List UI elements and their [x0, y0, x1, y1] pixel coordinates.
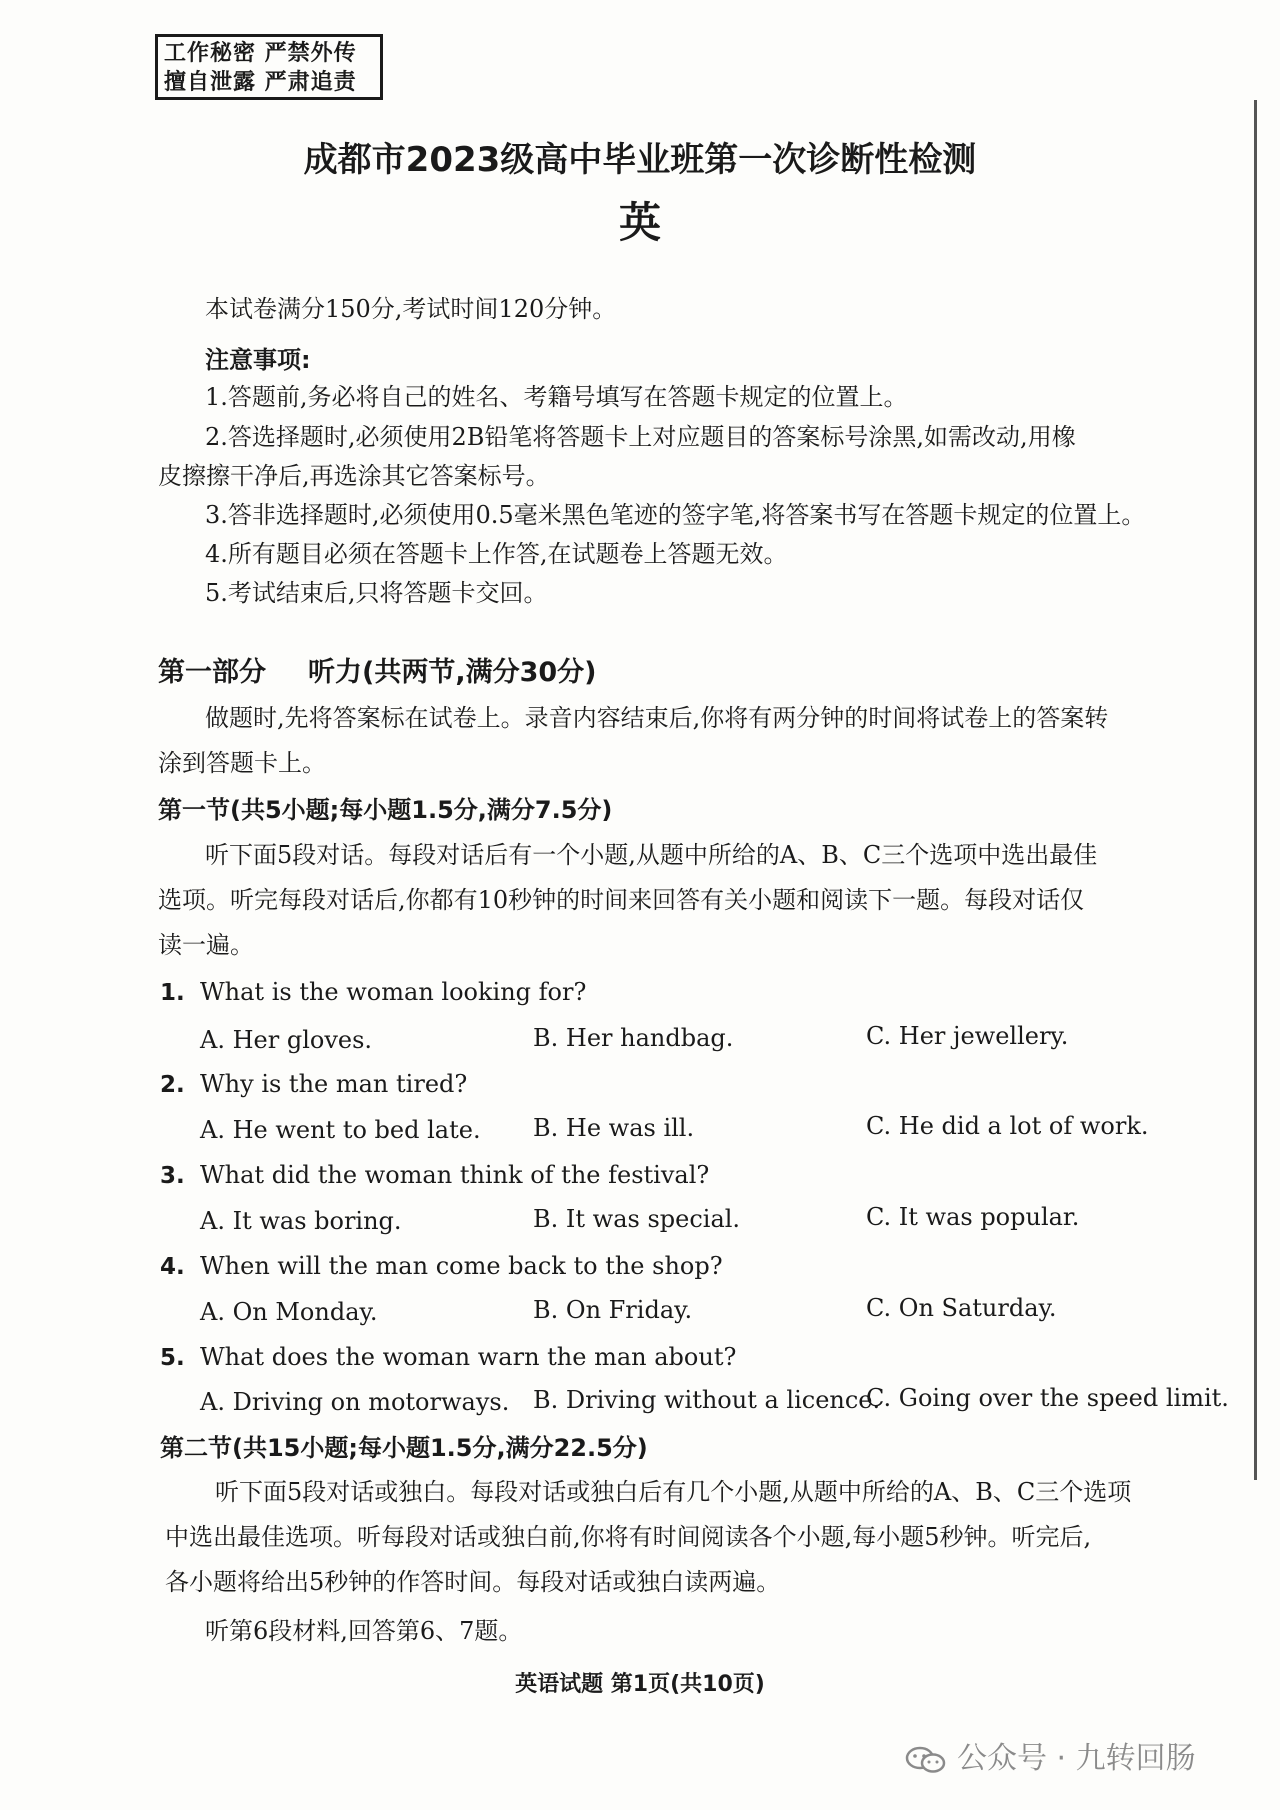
section2-instruction: 听下面5段对话或独白。每段对话或独白后有几个小题,从题中所给的A、B、C三个选项: [215, 1478, 1132, 1506]
question-number: 2.: [160, 1072, 185, 1098]
option-b: B. Driving without a licence.: [533, 1386, 881, 1414]
question-number: 1.: [160, 980, 185, 1006]
note-item: 皮擦擦干净后,再选涂其它答案标号。: [158, 462, 550, 490]
exam-title: 成都市2023级高中毕业班第一次诊断性检测: [303, 140, 977, 180]
question-number: 5.: [160, 1345, 185, 1371]
option-c: C. Going over the speed limit.: [866, 1384, 1229, 1412]
note-item: 3.答非选择题时,必须使用0.5毫米黑色笔迹的签字笔,将答案书写在答题卡规定的位置上。: [205, 501, 1146, 529]
material-note: 听第6段材料,回答第6、7题。: [205, 1617, 523, 1645]
confidential-stamp: [155, 34, 383, 100]
page-edge-rule: [1254, 100, 1257, 1480]
option-c: C. He did a lot of work.: [866, 1112, 1149, 1140]
wechat-icon: [905, 1745, 947, 1775]
section2-heading: 第二节(共15小题;每小题1.5分,满分22.5分): [160, 1434, 648, 1462]
option-b: B. He was ill.: [533, 1114, 695, 1142]
section1-instruction: 选项。听完每段对话后,你都有10秒钟的时间来回答有关小题和阅读下一题。每段对话仅: [158, 886, 1085, 914]
option-b: B. Her handbag.: [533, 1024, 734, 1052]
option-c: C. On Saturday.: [866, 1294, 1057, 1322]
option-c: C. Her jewellery.: [866, 1022, 1069, 1050]
note-item: 2.答选择题时,必须使用2B铅笔将答题卡上对应题目的答案标号涂黑,如需改动,用橡: [205, 423, 1076, 451]
section2-instruction: 中选出最佳选项。听每段对话或独白前,你将有时间阅读各个小题,每小题5秒钟。听完后,: [165, 1523, 1092, 1551]
part1-label: 第一部分: [158, 657, 266, 688]
exam-intro: 本试卷满分150分,考试时间120分钟。: [205, 295, 617, 323]
stamp-line-1: 工作秘密 严禁外传: [164, 41, 357, 66]
section1-instruction: 读一遍。: [158, 931, 254, 959]
watermark: [905, 1733, 1196, 1777]
part1-title: 听力(共两节,满分30分): [308, 657, 597, 688]
option-b: B. It was special.: [533, 1205, 741, 1233]
exam-subject: 英: [618, 198, 661, 247]
section2-instruction: 各小题将给出5秒钟的作答时间。每段对话或独白读两遍。: [165, 1568, 781, 1596]
question-number: 4.: [160, 1254, 185, 1280]
note-item: 4.所有题目必须在答题卡上作答,在试题卷上答题无效。: [205, 540, 788, 568]
section1-instruction: 听下面5段对话。每段对话后有一个小题,从题中所给的A、B、C三个选项中选出最佳: [205, 841, 1098, 869]
part1-instruction: 做题时,先将答案标在试卷上。录音内容结束后,你将有两分钟的时间将试卷上的答案转: [205, 704, 1109, 732]
option-a: A. Her gloves.: [200, 1026, 373, 1054]
question-text: What did the woman think of the festival?: [200, 1161, 710, 1189]
note-item: 5.考试结束后,只将答题卡交回。: [205, 579, 548, 607]
page-footer: 英语试题 第1页(共10页): [515, 1672, 765, 1697]
stamp-line-2: 擅自泄露 严肃追责: [164, 70, 357, 95]
option-c: C. It was popular.: [866, 1203, 1080, 1231]
option-a: A. He went to bed late.: [200, 1116, 481, 1144]
option-b: B. On Friday.: [533, 1296, 693, 1324]
option-a: A. Driving on motorways.: [200, 1388, 510, 1416]
question-text: Why is the man tired?: [200, 1070, 468, 1098]
option-a: A. It was boring.: [200, 1207, 402, 1235]
watermark-text: 公众号 · 九转回肠: [957, 1741, 1196, 1776]
question-text: When will the man come back to the shop?: [200, 1252, 723, 1280]
option-a: A. On Monday.: [200, 1298, 378, 1326]
section1-heading: 第一节(共5小题;每小题1.5分,满分7.5分): [158, 796, 613, 824]
notes-heading: 注意事项:: [205, 346, 311, 374]
part1-instruction: 涂到答题卡上。: [158, 749, 326, 777]
question-text: What does the woman warn the man about?: [200, 1343, 737, 1371]
question-text: What is the woman looking for?: [200, 978, 587, 1006]
note-item: 1.答题前,务必将自己的姓名、考籍号填写在答题卡规定的位置上。: [205, 383, 908, 411]
question-number: 3.: [160, 1163, 185, 1189]
